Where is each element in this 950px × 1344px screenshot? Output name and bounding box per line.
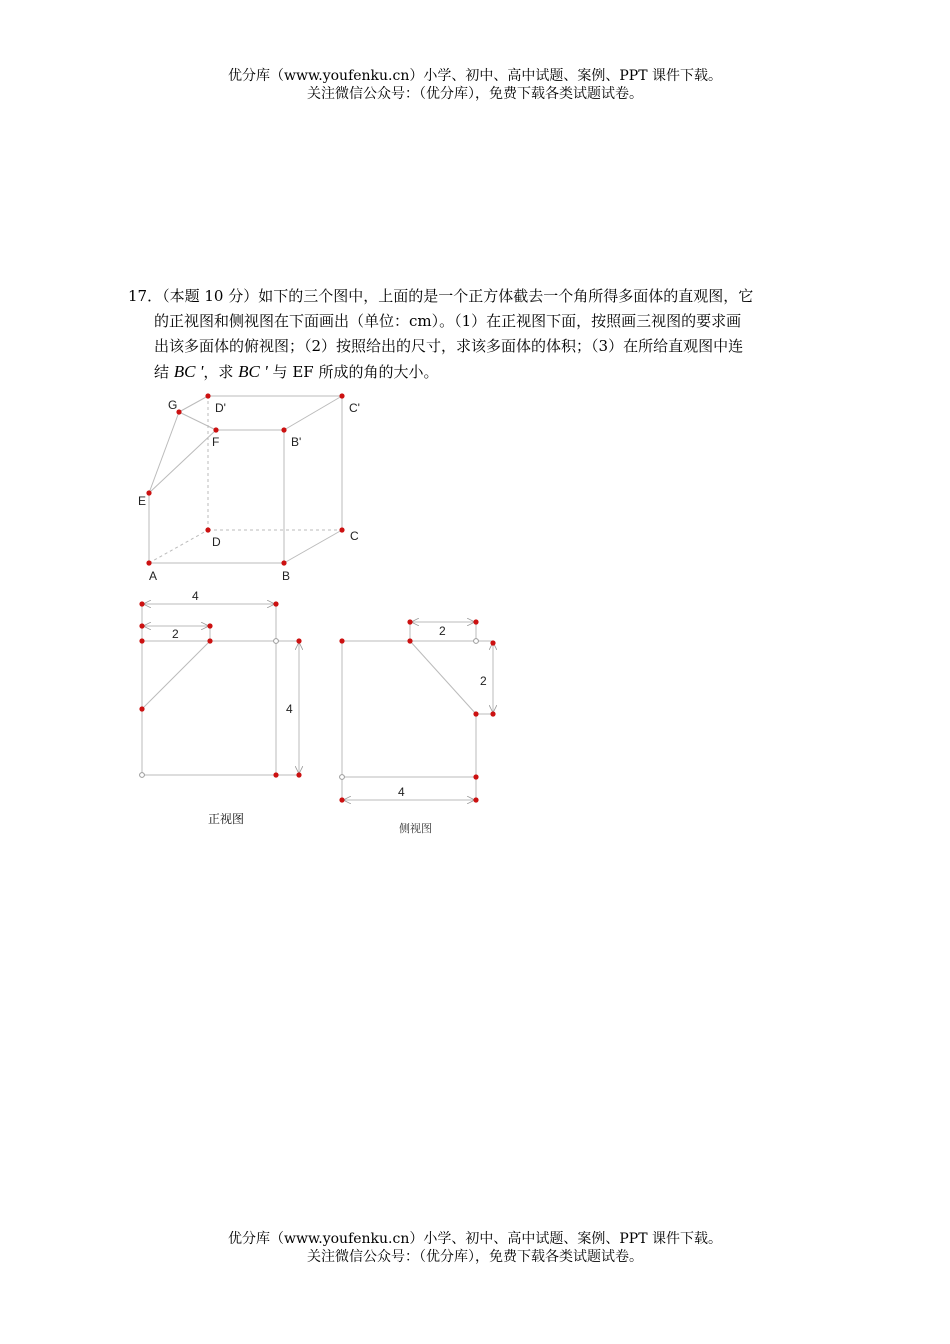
edge-GD1 xyxy=(179,396,208,412)
sv-dim-bottom-label: 4 xyxy=(398,785,405,799)
label-B: B xyxy=(282,569,291,583)
vertex-D1 xyxy=(205,393,210,398)
sv-pt xyxy=(473,711,478,716)
sv-cut-edge xyxy=(410,641,476,714)
sv-pt xyxy=(339,797,344,802)
fv-pt xyxy=(296,638,301,643)
math-bc-prime-2: BC ' xyxy=(238,362,268,381)
cube-labels xyxy=(138,398,360,583)
sv-pt xyxy=(490,640,495,645)
side-view-points xyxy=(339,619,495,802)
vertex-B xyxy=(281,560,286,565)
edge-B1C1 xyxy=(284,396,342,430)
label-E: E xyxy=(138,494,147,508)
sv-dim-top-label: 2 xyxy=(439,624,446,638)
fv-pt xyxy=(139,706,144,711)
fv-pt xyxy=(139,623,144,628)
fv-caption: 正视图 xyxy=(208,812,245,826)
footer-line-2: 关注微信公众号：（优分库），免费下载各类试题试卷。 xyxy=(307,1249,643,1265)
page-footer xyxy=(0,1230,950,1266)
cube-diagram xyxy=(149,396,342,563)
fv-cut-edge xyxy=(142,641,210,709)
sv-pt xyxy=(339,638,344,643)
fv-dim-top-label: 4 xyxy=(192,589,199,603)
problem-line-2: 的正视图和侧视图在下面画出（单位：cm）。（1）在正视图下面，按照画三视图的要求画 xyxy=(154,312,742,330)
edge-BC xyxy=(284,530,342,563)
fv-pt xyxy=(296,772,301,777)
vertex-E xyxy=(146,490,151,495)
fv-pt xyxy=(273,772,278,777)
sv-open-point xyxy=(474,639,479,644)
fv-pt xyxy=(139,601,144,606)
label-B1: B' xyxy=(291,435,302,449)
fv-pt xyxy=(273,601,278,606)
vertex-D xyxy=(205,527,210,532)
math-bc-prime-1: BC ' xyxy=(173,362,204,381)
header-line-1: 优分库（www.youfenku.cn）小学、初中、高中试题、案例、PPT 课件下载。 xyxy=(227,68,722,84)
edge-GF xyxy=(179,412,216,430)
fv-pt xyxy=(207,638,212,643)
sv-open-point xyxy=(340,775,345,780)
fv-pt xyxy=(139,638,144,643)
problem-text-4b: ，求 xyxy=(203,363,239,381)
edge-EG xyxy=(149,412,179,493)
vertex-B1 xyxy=(281,427,286,432)
sv-pt xyxy=(473,797,478,802)
problem-text-1: （本题 10 分）如下的三个图中，上面的是一个正方体截去一个角所得多面体的直观图，它 xyxy=(162,287,754,305)
problem-number: 17． xyxy=(128,287,163,305)
sv-dim-right-label: 2 xyxy=(480,674,487,688)
label-D1: D' xyxy=(215,401,226,415)
fv-dim-right-label: 4 xyxy=(286,702,293,716)
sv-pt xyxy=(473,619,478,624)
problem-line-3: 出该多面体的俯视图；（2）按照给出的尺寸，求该多面体的体积；（3）在所给直观图中连 xyxy=(154,337,744,355)
label-F: F xyxy=(212,435,220,449)
sv-pt xyxy=(407,619,412,624)
vertex-F xyxy=(213,427,218,432)
fv-pt xyxy=(207,623,212,628)
sv-pt xyxy=(490,711,495,716)
problem-text-4c: 与 EF 所成的角的大小。 xyxy=(267,363,439,381)
front-view xyxy=(142,604,299,775)
header-line-2: 关注微信公众号：（优分库），免费下载各类试题试卷。 xyxy=(307,86,643,102)
vertex-C1 xyxy=(339,393,344,398)
label-C1: C' xyxy=(349,401,360,415)
label-C: C xyxy=(350,529,359,543)
footer-line-1: 优分库（www.youfenku.cn）小学、初中、高中试题、案例、PPT 课件下载。 xyxy=(227,1231,722,1247)
sv-caption: 侧视图 xyxy=(399,822,432,835)
vertex-C xyxy=(339,527,344,532)
fv-dim-inner-label: 2 xyxy=(172,627,179,641)
fv-open-point xyxy=(140,773,145,778)
edge-EF xyxy=(149,430,216,493)
label-D: D xyxy=(212,535,221,549)
problem-text-4a: 结 xyxy=(154,363,174,381)
hidden-edge-AD xyxy=(149,530,208,563)
label-A: A xyxy=(149,569,158,583)
vertex-A xyxy=(146,560,151,565)
sv-pt xyxy=(473,774,478,779)
label-G: G xyxy=(168,398,178,412)
fv-open-point xyxy=(274,639,279,644)
front-view-points xyxy=(139,601,301,777)
sv-pt xyxy=(407,638,412,643)
side-view xyxy=(342,622,493,800)
